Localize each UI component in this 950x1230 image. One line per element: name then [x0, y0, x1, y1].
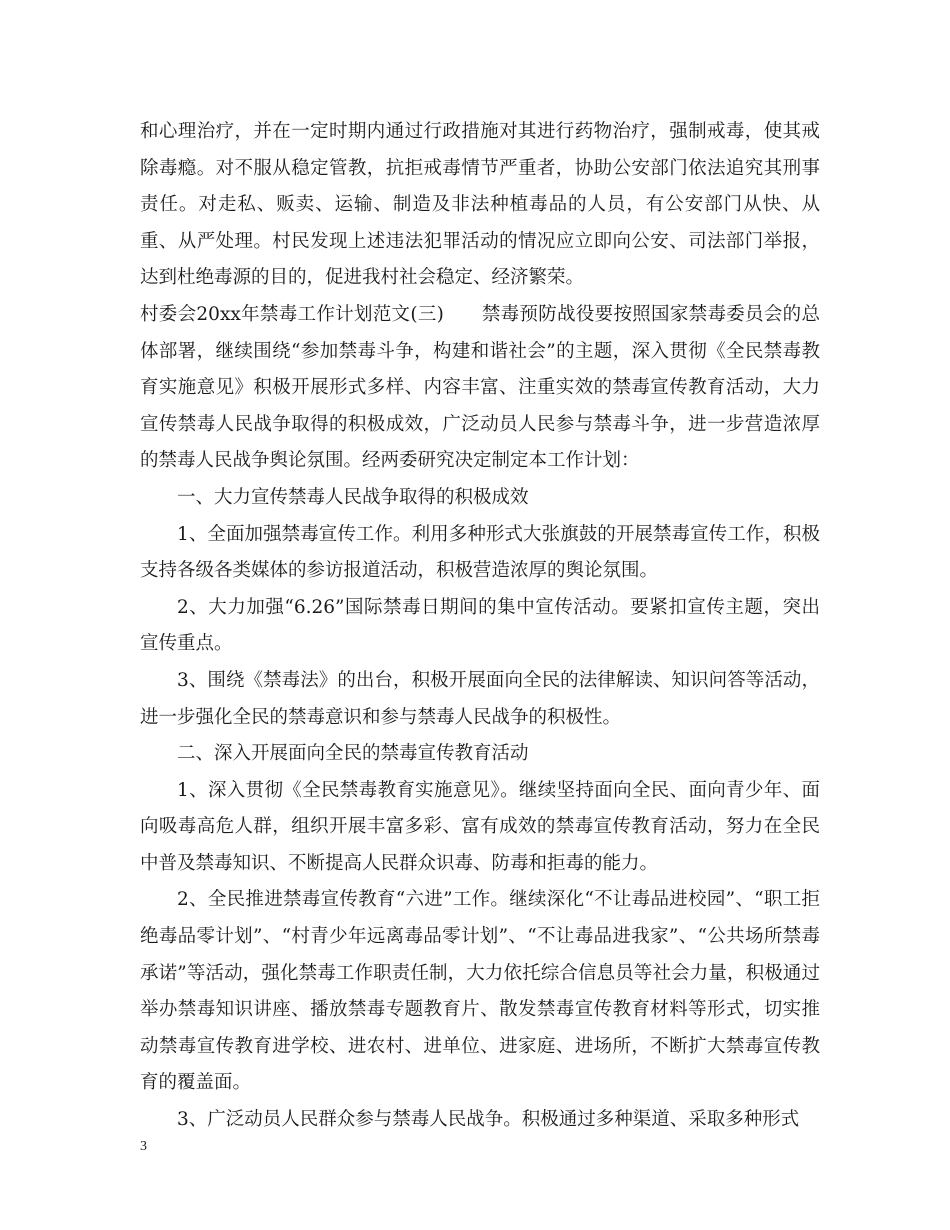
paragraph-9: 2、全民推进禁毒宣传教育“六进”工作。继续深化“不让毒品进校园”、“职工拒绝毒品零计划”、“村青少年远离毒品零计划”、“不让毒品进我家”、“公共场所禁毒承诺”等活动，强化禁毒工作职责任制，大力依托综合信息员等社会力量，积极通过举办禁毒知识讲座、播放禁毒专题教育片、散发禁毒宣传教育材料等形式，切实推动禁毒宣传教育进学校、进农村、进单位、进家庭、进场所，不断扩大禁毒宣传教育的覆盖面。: [140, 889, 820, 1094]
paragraph-1: 和心理治疗，并在一定时期内通过行政措施对其进行药物治疗，强制戒毒，使其戒除毒瘾。对不服从稳定管教，抗拒戒毒情节严重者，协助公安部门依法追究其刑事责任。对走私、贩卖、运输、制造及非法种植毒品的人员，有公安部门从快、从重、从严处理。村民发现上述违法犯罪活动的情况应立即向公安、司法部门举报，达到杜绝毒源的目的，促进我村社会稳定、经济繁荣。: [140, 121, 820, 289]
page-number: 3: [140, 1139, 147, 1154]
paragraph-5: 2、大力加强“6.26”国际禁毒日期间的集中宣传活动。要紧扣宣传主题，突出宣传重点。: [140, 596, 820, 655]
paragraph-6: 3、围绕《禁毒法》的出台，积极开展面向全民的法律解读、知识问答等活动，进一步强化全民的禁毒意识和参与禁毒人民战争的积极性。: [140, 669, 820, 728]
section-heading-1: 一、大力宣传禁毒人民战争取得的积极成效: [177, 486, 529, 508]
paragraph-4: 1、全面加强禁毒宣传工作。利用多种形式大张旗鼓的开展禁毒宣传工作，积极支持各级各类媒体的参访报道活动，积极营造浓厚的舆论氛围。: [140, 523, 820, 582]
paragraph-10: 3、广泛动员人民群众参与禁毒人民战争。积极通过多种渠道、采取多种形式: [177, 1109, 800, 1131]
section-heading-2: 二、深入开展面向全民的禁毒宣传教育活动: [177, 743, 529, 765]
paragraph-2: 村委会20xx年禁毒工作计划范文(三) 禁毒预防战役要按照国家禁毒委员会的总体部署，继续围绕“参加禁毒斗争，构建和谐社会”的主题，深入贯彻《全民禁毒教育实施意见》积极开展形式多样、内容丰富、注重实效的禁毒宣传教育活动，大力宣传禁毒人民战争取得的积极成效，广泛动员人民参与禁毒斗争，进一步营造浓厚的禁毒人民战争舆论氛围。经两委研究决定制定本工作计划：: [140, 303, 820, 472]
paragraph-8: 1、深入贯彻《全民禁毒教育实施意见》。继续坚持面向全民、面向青少年、面向吸毒高危人群，组织开展丰富多彩、富有成效的禁毒宣传教育活动，努力在全民中普及禁毒知识、不断提高人民群众识毒、防毒和拒毒的能力。: [140, 779, 820, 874]
document-body: [140, 114, 820, 1139]
